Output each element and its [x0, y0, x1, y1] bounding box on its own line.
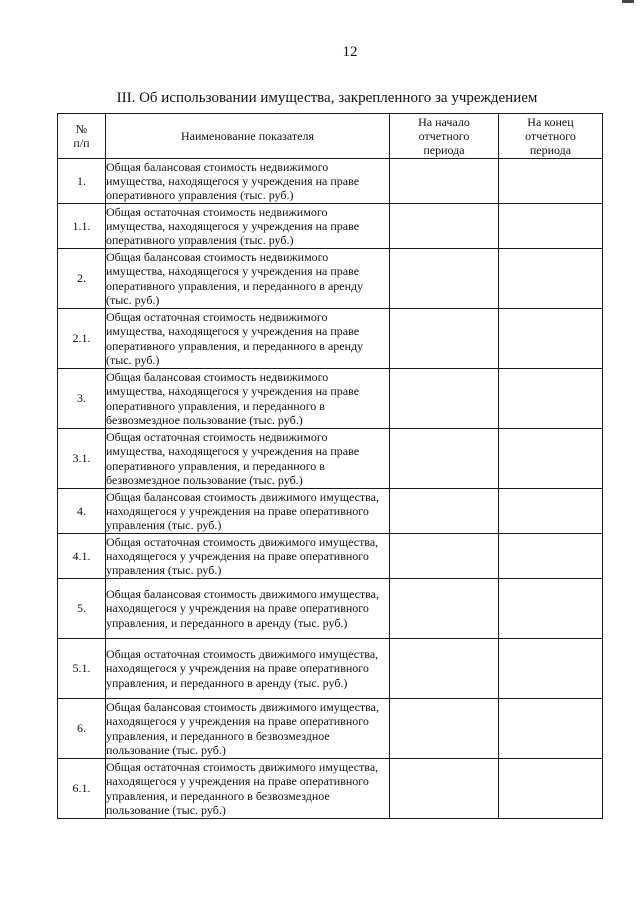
row-number: 5.1.: [58, 639, 106, 699]
scan-edge-mark: [622, 0, 634, 3]
table-row: [58, 489, 603, 534]
indicator-name: Общая балансовая стоимость движимого имущества, находящегося у учреждения на праве оперативного управления, и переданного в безвозмездное пользование (тыс. руб.): [106, 699, 390, 759]
value-period-end: [499, 429, 603, 489]
value-period-start: [390, 699, 499, 759]
value-period-end: [499, 579, 603, 639]
value-period-start: [390, 249, 499, 309]
value-period-start: [390, 489, 499, 534]
value-period-end: [499, 759, 603, 819]
page-number: 12: [342, 44, 358, 60]
header-indicator-name: Наименование показателя: [106, 114, 390, 159]
indicator-name: Общая остаточная стоимость движимого имущества, находящегося у учреждения на праве оперативного управления (тыс. руб.): [106, 534, 390, 579]
row-number: 3.: [58, 369, 106, 429]
value-period-end: [499, 204, 603, 249]
section-title: III. Об использовании имущества, закрепленного за учреждением: [116, 90, 538, 106]
value-period-end: [499, 489, 603, 534]
indicator-name: Общая балансовая стоимость недвижимого имущества, находящегося у учреждения на праве оперативного управления, и переданного в безвозмездное пользование (тыс. руб.): [106, 369, 390, 429]
table-row: [58, 699, 603, 759]
row-number: 6.: [58, 699, 106, 759]
row-number: 2.: [58, 249, 106, 309]
value-period-start: [390, 309, 499, 369]
indicator-name: Общая остаточная стоимость движимого имущества, находящегося у учреждения на праве оперативного управления, и переданного в безвозмездное пользование (тыс. руб.): [106, 759, 390, 819]
value-period-end: [499, 699, 603, 759]
indicator-name: Общая остаточная стоимость недвижимого имущества, находящегося у учреждения на праве оперативного управления, и переданного в безвозмездное пользование (тыс. руб.): [106, 429, 390, 489]
value-period-start: [390, 759, 499, 819]
table-row: [58, 429, 603, 489]
indicator-name: Общая остаточная стоимость недвижимого имущества, находящегося у учреждения на праве оперативного управления (тыс. руб.): [106, 204, 390, 249]
row-number: 4.: [58, 489, 106, 534]
row-number: 4.1.: [58, 534, 106, 579]
value-period-end: [499, 639, 603, 699]
table-row: [58, 309, 603, 369]
value-period-start: [390, 369, 499, 429]
row-number: 2.1.: [58, 309, 106, 369]
table-row: [58, 639, 603, 699]
row-number: 1.: [58, 159, 106, 204]
indicator-name: Общая балансовая стоимость недвижимого имущества, находящегося у учреждения на праве оперативного управления (тыс. руб.): [106, 159, 390, 204]
indicator-name: Общая балансовая стоимость недвижимого имущества, находящегося у учреждения на праве оперативного управления, и переданного в аренду (тыс. руб.): [106, 249, 390, 309]
value-period-start: [390, 159, 499, 204]
row-number: 5.: [58, 579, 106, 639]
table-row: [58, 369, 603, 429]
header-period-end: На конец отчетного периода: [499, 114, 603, 159]
value-period-start: [390, 579, 499, 639]
row-number: 3.1.: [58, 429, 106, 489]
value-period-end: [499, 159, 603, 204]
table-row: [58, 759, 603, 819]
value-period-end: [499, 369, 603, 429]
indicator-name: Общая балансовая стоимость движимого имущества, находящегося у учреждения на праве оперативного управления, и переданного в аренду (тыс. руб.): [106, 579, 390, 639]
table-row: [58, 204, 603, 249]
value-period-start: [390, 639, 499, 699]
row-number: 1.1.: [58, 204, 106, 249]
property-usage-table: [57, 113, 603, 819]
header-period-start: На начало отчетного периода: [390, 114, 499, 159]
value-period-start: [390, 204, 499, 249]
table-row: [58, 579, 603, 639]
value-period-start: [390, 534, 499, 579]
table-row: [58, 159, 603, 204]
row-number: 6.1.: [58, 759, 106, 819]
table-row: [58, 534, 603, 579]
table-header-row: [58, 114, 603, 159]
value-period-start: [390, 429, 499, 489]
indicator-name: Общая остаточная стоимость недвижимого имущества, находящегося у учреждения на праве оперативного управления, и переданного в аренду (тыс. руб.): [106, 309, 390, 369]
header-num: № п/п: [58, 114, 106, 159]
indicator-name: Общая остаточная стоимость движимого имущества, находящегося у учреждения на праве оперативного управления, и переданного в аренду (тыс. руб.): [106, 639, 390, 699]
value-period-end: [499, 534, 603, 579]
value-period-end: [499, 249, 603, 309]
table-row: [58, 249, 603, 309]
indicator-name: Общая балансовая стоимость движимого имущества, находящегося у учреждения на праве оперативного управления (тыс. руб.): [106, 489, 390, 534]
value-period-end: [499, 309, 603, 369]
